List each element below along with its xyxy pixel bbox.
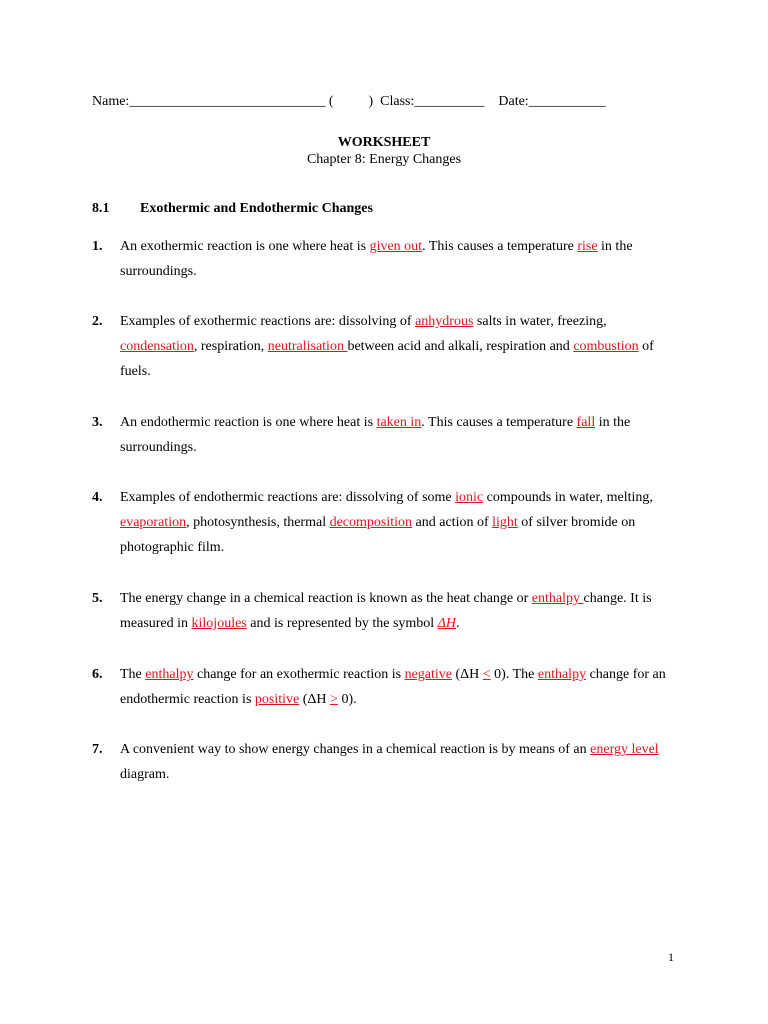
- item-text: The energy change in a chemical reaction is known as the heat change or enthalpy change. It is measured in kilojoules and is represented by the symbol ΔH.: [120, 591, 652, 631]
- question-item-4: [92, 485, 682, 560]
- answer-blank: taken in: [376, 415, 422, 430]
- answer-blank: negative: [404, 667, 452, 682]
- answer-blank: ΔH: [437, 616, 456, 631]
- answer-blank: given out: [369, 239, 423, 254]
- answer-blank: combustion: [573, 339, 639, 354]
- answer-blank: kilojoules: [191, 616, 247, 631]
- answer-blank: enthalpy: [537, 667, 587, 682]
- answer-blank: positive: [254, 692, 300, 707]
- answer-blank: rise: [577, 239, 598, 254]
- worksheet-title: WORKSHEET: [337, 135, 431, 150]
- page-number: 1: [668, 950, 674, 964]
- answer-blank: energy level: [590, 742, 659, 757]
- answer-blank: <: [482, 667, 491, 682]
- item-text: The enthalpy change for an exothermic reaction is negative (ΔH < 0). The enthalpy change for an endothermic reaction is positive (ΔH > 0).: [120, 667, 666, 707]
- answer-blank: decomposition: [329, 515, 413, 530]
- section-title: Exothermic and Endothermic Changes: [140, 201, 373, 216]
- item-text: Examples of endothermic reactions are: dissolving of some ionic compounds in water, melting, evaporation, photosynthesis, thermal decomposition and action of light of silver bromide on photographic film.: [120, 490, 653, 555]
- answer-blank: neutralisation: [267, 339, 348, 354]
- section-heading: [92, 201, 373, 217]
- answer-blank: enthalpy: [145, 667, 194, 682]
- item-number: 7.: [92, 742, 103, 757]
- item-number: 3.: [92, 415, 103, 430]
- question-item-7: [92, 737, 682, 787]
- item-number: 4.: [92, 490, 103, 505]
- answer-blank: light: [492, 515, 518, 530]
- question-item-5: [92, 586, 682, 636]
- section-number: 8.1: [92, 201, 110, 216]
- item-text: A convenient way to show energy changes in a chemical reaction is by means of an energy level diagram.: [120, 742, 659, 782]
- item-number: 2.: [92, 314, 103, 329]
- item-text: An exothermic reaction is one where heat is given out. This causes a temperature rise in the surroundings.: [120, 239, 633, 279]
- answer-blank: enthalpy: [531, 591, 584, 606]
- chapter-subtitle: Chapter 8: Energy Changes: [306, 152, 462, 167]
- question-item-3: [92, 410, 682, 460]
- item-number: 1.: [92, 239, 103, 254]
- answer-blank: evaporation: [120, 515, 187, 530]
- answer-blank: condensation: [120, 339, 194, 354]
- item-text: An endothermic reaction is one where heat is taken in. This causes a temperature fall in the surroundings.: [120, 415, 631, 455]
- question-item-1: [92, 234, 682, 284]
- answer-blank: ionic: [455, 490, 484, 505]
- answer-blank: fall: [576, 415, 596, 430]
- question-item-2: [92, 309, 682, 384]
- student-info-line: Name:____________________________ ( ) Class:__________ Date:___________: [92, 94, 606, 109]
- answer-blank: >: [330, 692, 338, 707]
- item-number: 5.: [92, 591, 103, 606]
- item-text: Examples of exothermic reactions are: dissolving of anhydrous salts in water, freezing, condensation, respiration, neutralisation between acid and alkali, respiration and combustion of fuels.: [120, 314, 654, 379]
- answer-blank: anhydrous: [415, 314, 474, 329]
- item-number: 6.: [92, 667, 103, 682]
- question-item-6: [92, 662, 682, 712]
